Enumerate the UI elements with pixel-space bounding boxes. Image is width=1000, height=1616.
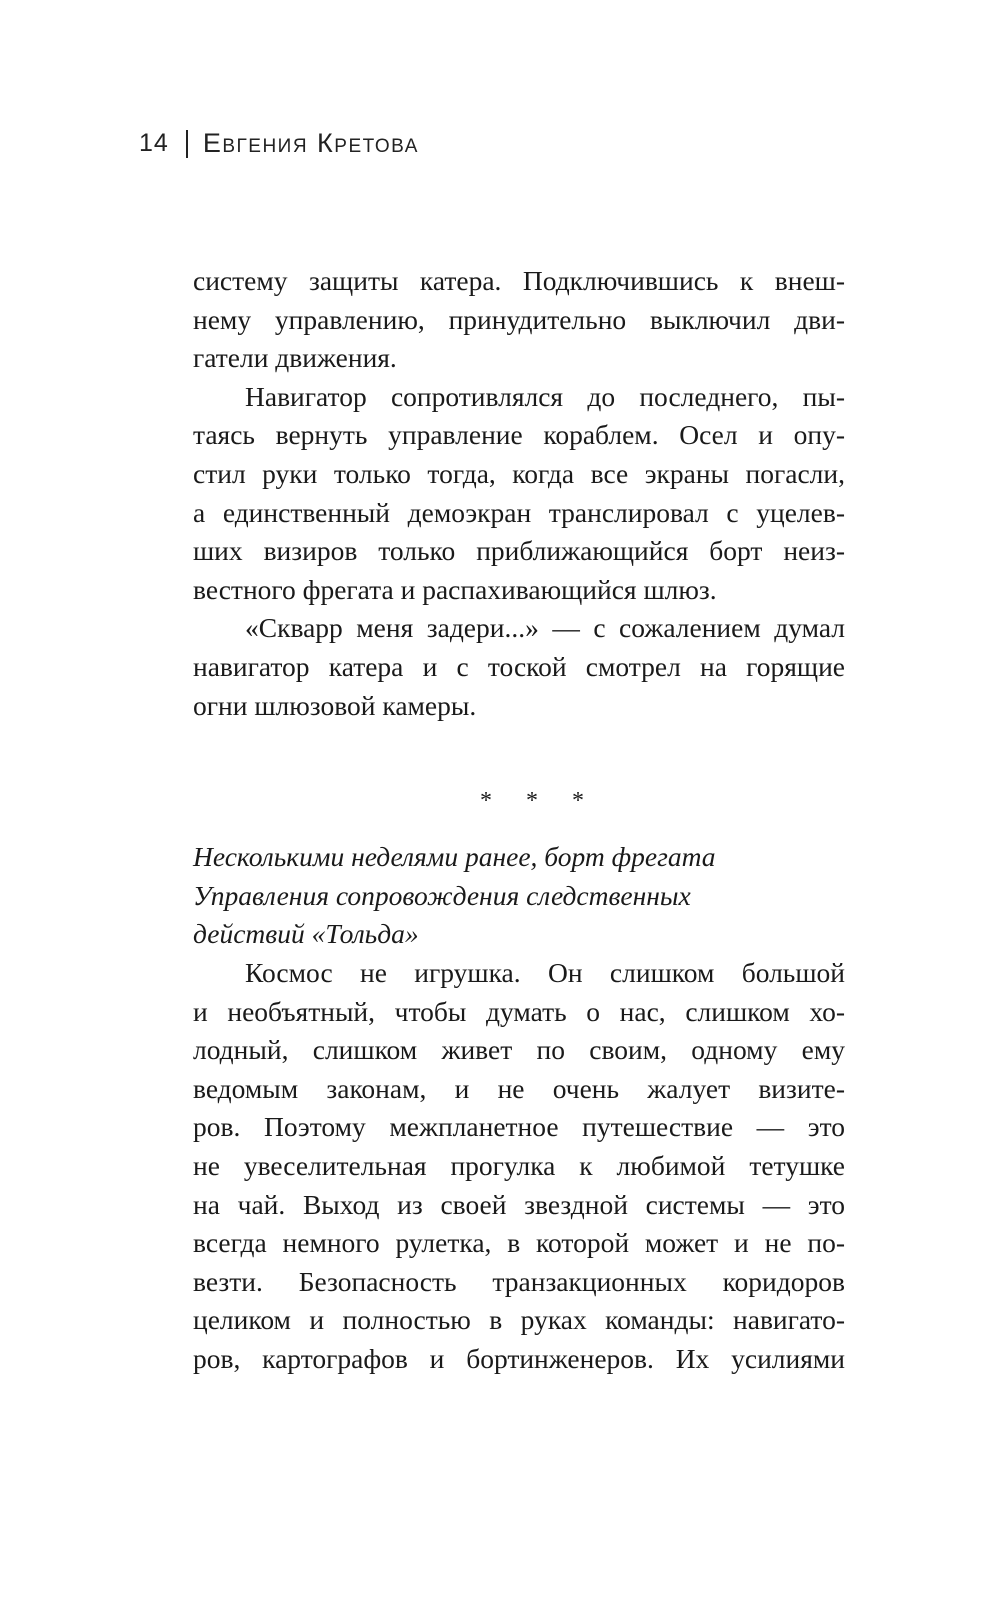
text-block-1: [193, 262, 845, 725]
author-name: Евгения Кретова: [202, 128, 419, 158]
text-line: лодный, слишком живет по своим, одному ему: [193, 1034, 845, 1066]
text-line: ших визиров только приближающийся борт неиз-: [193, 535, 845, 567]
text-line: огни шлюзовой камеры.: [193, 689, 477, 721]
text-line: навигатор катера и с тоской смотрел на горящие: [193, 650, 845, 682]
text-line: вестного фрегата и распахивающийся шлюз.: [193, 573, 717, 605]
text-block-2: [193, 954, 845, 1379]
text-line: ров. Поэтому межпланетное путешествие — это: [193, 1111, 845, 1143]
text-line: ведомым законам, и не очень жалует визите-: [193, 1072, 845, 1104]
header-separator: [186, 130, 188, 158]
subheading-line: действий «Тольда»: [193, 918, 419, 950]
section-subheading: [193, 838, 845, 954]
text-line: «Скварр меня задери...» — с сожалением думал: [245, 612, 845, 644]
text-line: не увеселительная прогулка к любимой тетушке: [193, 1149, 845, 1181]
text-line: Навигатор сопротивлялся до последнего, пы-: [245, 380, 845, 412]
text-line: Космос не игрушка. Он слишком большой: [245, 957, 845, 988]
text-line: всегда немного рулетка, в которой может и не по-: [193, 1227, 845, 1259]
text-line: нему управлению, принудительно выключил дви-: [193, 303, 845, 335]
text-line: а единственный демоэкран транслировал с уцелев-: [193, 496, 845, 528]
text-line: таясь вернуть управление кораблем. Осел и опу-: [193, 419, 845, 451]
text-line: на чай. Выход из своей звездной системы — это: [193, 1188, 845, 1220]
section-separator: * * *: [480, 788, 598, 814]
text-line: везти. Безопасность транзакционных коридоров: [193, 1265, 845, 1297]
subheading-line: Несколькими неделями ранее, борт фрегата: [193, 841, 716, 872]
text-line: целиком и полностью в руках команды: навигато-: [193, 1304, 845, 1336]
running-head: [139, 128, 419, 159]
text-line: стил руки только тогда, когда все экраны погасли,: [193, 457, 845, 489]
text-line: и необъятный, чтобы думать о нас, слишком хо-: [193, 995, 845, 1027]
subheading-line: Управления сопровождения следственных: [193, 879, 691, 911]
text-line: ров, картографов и бортинженеров. Их усилиями: [193, 1342, 845, 1374]
page-number: 14: [139, 129, 169, 157]
text-line: гатели движения.: [193, 342, 397, 374]
text-line: систему защиты катера. Подключившись к внеш-: [193, 265, 845, 296]
